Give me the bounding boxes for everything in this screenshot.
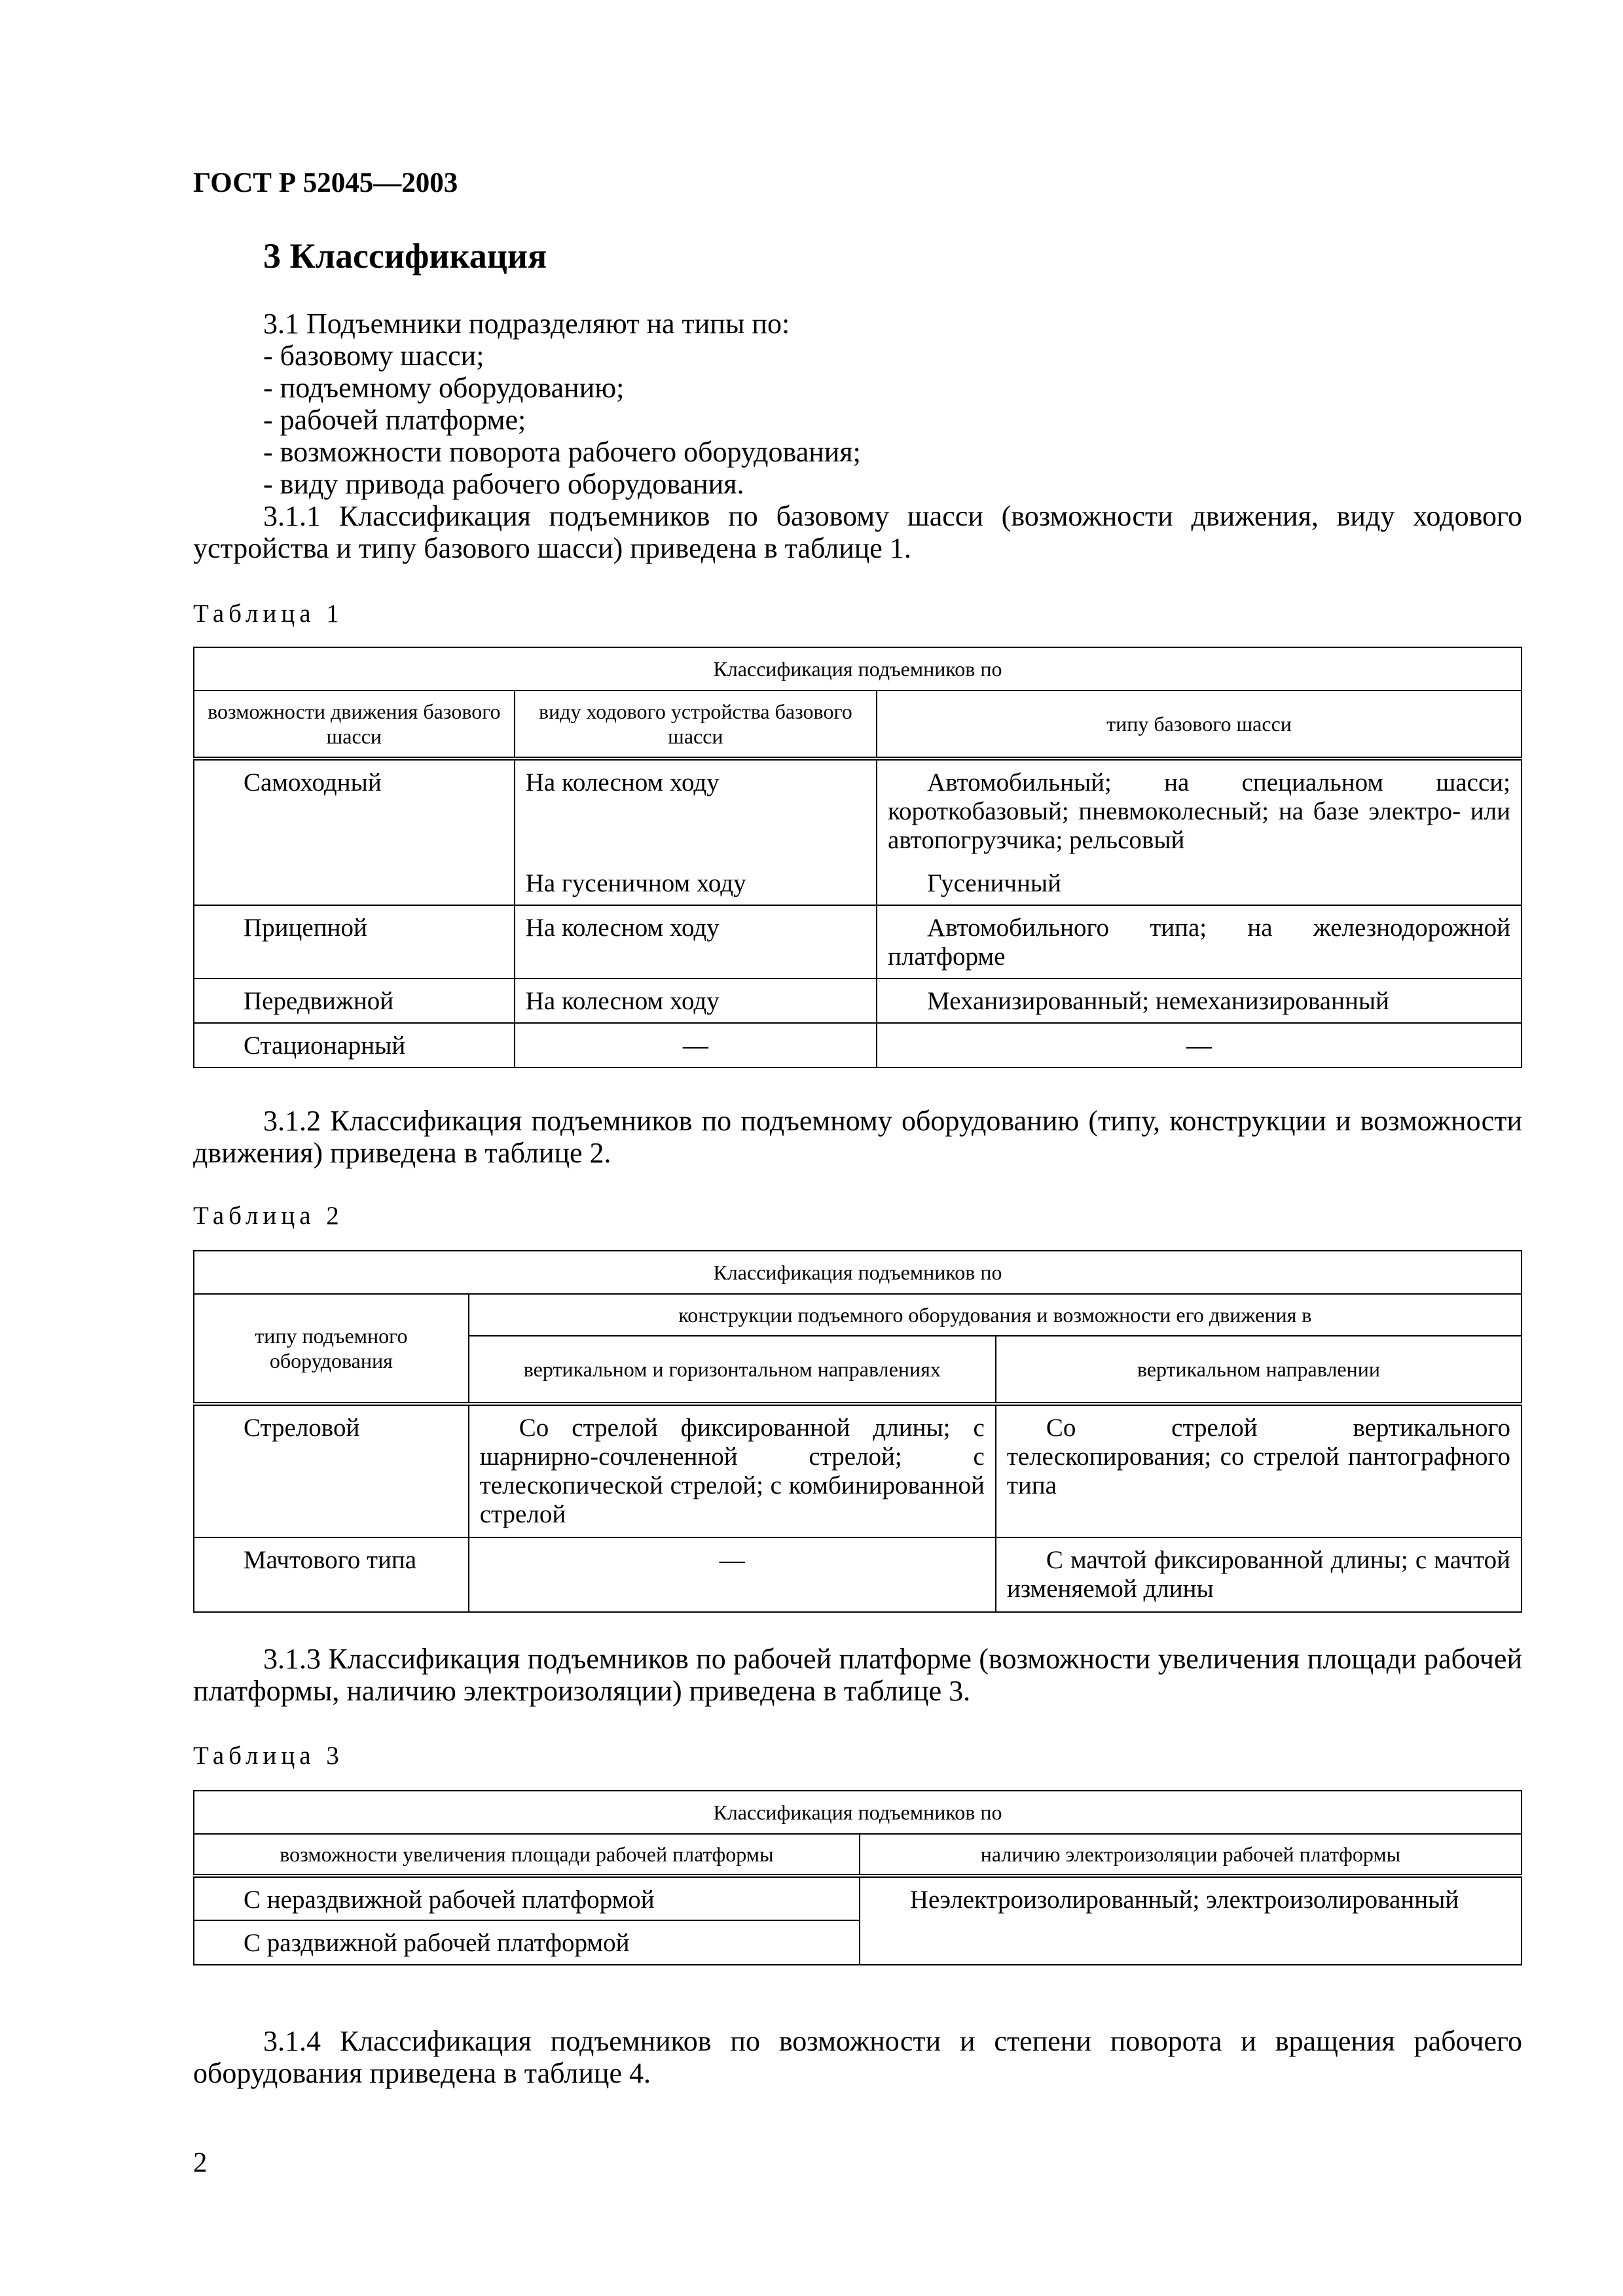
table-cell: Со стрелой вертикального телескопирования; со стрелой пантографного типа <box>996 1404 1522 1537</box>
page-number: 2 <box>193 2147 208 2178</box>
cell-text: Гусеничный <box>927 869 1061 897</box>
cell-text: На колесном ходу <box>525 768 720 797</box>
paragraph-3-1-4: 3.1.4 Классификация подъемников по возможности и степени поворота и вращения рабочего оборудования приведена в таблице 4. <box>193 2025 1522 2089</box>
table-cell: Автомобильного типа; на железнодорожной платформе <box>877 905 1522 978</box>
intro-list <box>193 308 1522 564</box>
table-cell: Стационарный <box>194 1023 515 1067</box>
table-cell: Самоходный <box>194 759 515 905</box>
table-3-col-header: наличию электроизоляции рабочей платформы <box>860 1834 1522 1876</box>
table-2-col-header: типу подъемного оборудования <box>194 1294 469 1404</box>
table-cell: Со стрелой фиксированной длины; с шарнирно-сочлененной стрелой; с телескопической стрелой; с комбинированной стрелой <box>469 1404 996 1537</box>
table-cell: С раздвижной рабочей платформой <box>194 1920 860 1965</box>
table-1-col-header: виду ходового устройства базового шасси <box>515 691 877 759</box>
table-2-col-header: вертикальном направлении <box>996 1336 1522 1404</box>
table-3 <box>193 1790 1522 1965</box>
list-item: - возможности поворота рабочего оборудования; <box>263 436 861 468</box>
table-cell <box>877 759 1522 905</box>
table-cell: С нераздвижной рабочей платформой <box>194 1876 860 1920</box>
table-cell: — <box>469 1537 996 1612</box>
section-title: 3 Классификация <box>263 236 547 276</box>
table-cell: Прицепной <box>194 905 515 978</box>
cell-text: На гусеничном ходу <box>525 869 746 897</box>
table-cell <box>515 759 877 905</box>
table-cell: Неэлектроизолированный; электроизолированный <box>860 1876 1522 1965</box>
table-cell: Мачтового типа <box>194 1537 469 1612</box>
list-item: - виду привода рабочего оборудования. <box>263 468 744 500</box>
paragraph-3-1: 3.1 Подъемники подразделяют на типы по: <box>263 308 790 340</box>
table-cell: С мачтой фиксированной длины; с мачтой изменяемой длины <box>996 1537 1522 1612</box>
table-1-label: Таблица 1 <box>193 600 344 628</box>
table-cell: Передвижной <box>194 978 515 1023</box>
table-1 <box>193 647 1522 1068</box>
table-3-label: Таблица 3 <box>193 1742 344 1770</box>
table-1-head: Классификация подъемников по <box>194 647 1522 691</box>
list-item: - рабочей платформе; <box>263 404 526 436</box>
list-item: - подъемному оборудованию; <box>263 372 625 404</box>
paragraph-3-1-2: 3.1.2 Классификация подъемников по подъемному оборудованию (типу, конструкции и возможности движения) приведена в таблице 2. <box>193 1105 1522 1169</box>
table-cell: Стреловой <box>194 1404 469 1537</box>
document-code: ГОСТ Р 52045—2003 <box>193 168 458 198</box>
table-3-col-header: возможности увеличения площади рабочей платформы <box>194 1834 860 1876</box>
table-2-label: Таблица 2 <box>193 1202 344 1230</box>
table-2-head: Классификация подъемников по <box>194 1251 1522 1294</box>
table-cell: На колесном ходу <box>515 978 877 1023</box>
table-cell: На колесном ходу <box>515 905 877 978</box>
table-2-col-group: конструкции подъемного оборудования и возможности его движения в <box>469 1294 1522 1336</box>
paragraph-3-1-1: 3.1.1 Классификация подъемников по базовому шасси (возможности движения, виду ходового устройства и типу базового шасси) приведена в таблице 1. <box>193 500 1522 564</box>
table-2-col-header: вертикальном и горизонтальном направлениях <box>469 1336 996 1404</box>
paragraph-3-1-3: 3.1.3 Классификация подъемников по рабочей платформе (возможности увеличения площади рабочей платформы, наличию электроизоляции) приведена в таблице 3. <box>193 1643 1522 1707</box>
table-cell: Механизированный; немеханизированный <box>877 978 1522 1023</box>
list-item: - базовому шасси; <box>263 340 484 372</box>
table-1-col-header: возможности движения базового шасси <box>194 691 515 759</box>
table-2 <box>193 1250 1522 1613</box>
table-1-col-header: типу базового шасси <box>877 691 1522 759</box>
table-cell: — <box>515 1023 877 1067</box>
table-3-head: Классификация подъемников по <box>194 1791 1522 1834</box>
table-cell: — <box>877 1023 1522 1067</box>
cell-text: Автомобильный; на специальном шасси; короткобазовый; пневмоколесный; на базе электро- или автопогрузчика; рельсовый <box>888 768 1510 854</box>
